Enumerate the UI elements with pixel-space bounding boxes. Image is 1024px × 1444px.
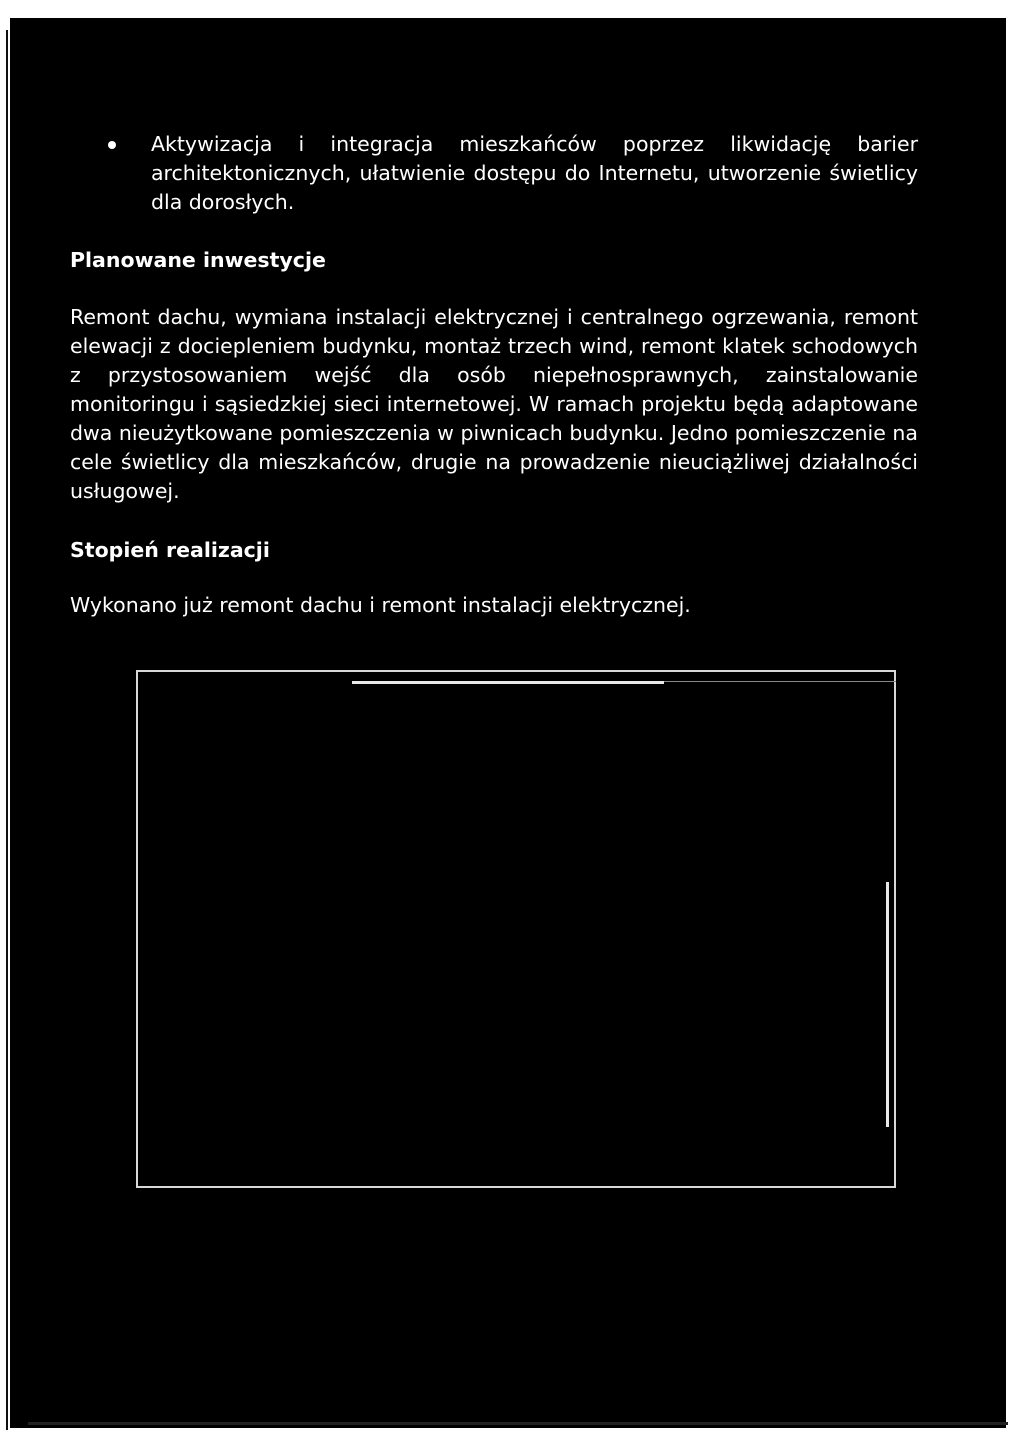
scan-edge-line [6, 30, 8, 1430]
photo-placeholder-frame [136, 670, 896, 1188]
paragraph-planned-investments: Remont dachu, wymiana instalacji elektrycznej i centralnego ogrzewania, remont elewacji z dociepleniem budynku, montaż trzech wind, remont klatek schodowych z przystosowaniem wejść dla osób niepełnosprawnych, zainstalowanie monitoringu i sąsiedzkiej sieci internetowej. W ramach projektu będą adaptowane dwa nieużytkowane pomieszczenia w piwnicach budynku. Jedno pomieszczenie na cele świetlicy dla mieszkańców, drugie na prowadzenie nieuciążliwej działalności usługowej. [70, 305, 918, 503]
frame-top-line [352, 681, 664, 684]
heading-planned-investments: Planowane inwestycje [70, 248, 326, 272]
frame-inner-vertical-line [886, 882, 889, 1127]
scan-bottom-line [28, 1422, 1008, 1425]
scan-margin [0, 0, 10, 1444]
paragraph-progress: Wykonano już remont dachu i remont instalacji elektrycznej. [70, 593, 691, 617]
bullet-dot-icon [108, 141, 116, 149]
frame-top-line-tail [664, 681, 896, 682]
bullet-text: Aktywizacja i integracja mieszkańców poprzez likwidację barier architektonicznych, ułatwienie dostępu do Internetu, utworzenie świetlicy dla dorosłych. [151, 132, 918, 214]
heading-progress: Stopień realizacji [70, 538, 270, 562]
